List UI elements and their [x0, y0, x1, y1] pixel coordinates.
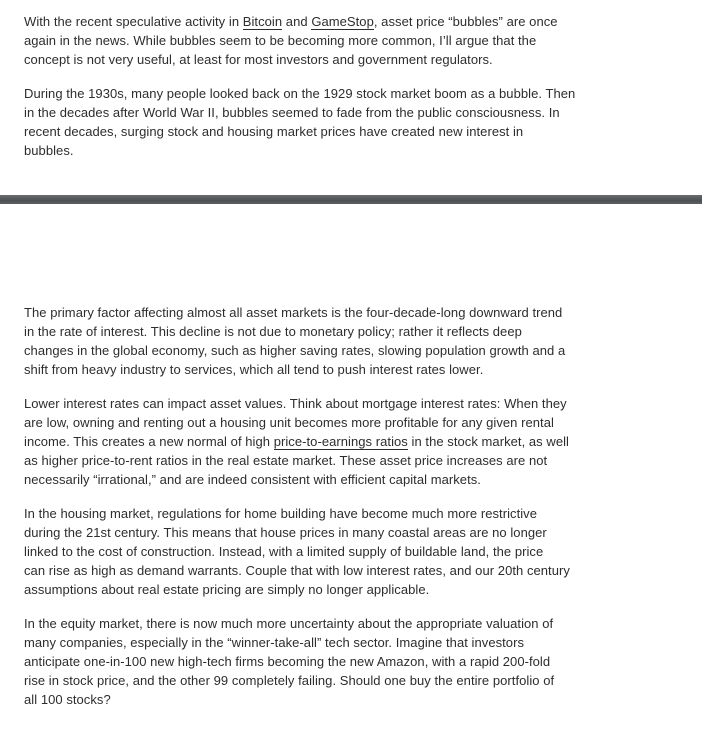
section-divider: [0, 195, 702, 204]
text: concept is not very useful, at least for most investors and government regulators.: [24, 52, 493, 67]
text: In the housing market, regulations for home building have become much more restrictive: [24, 506, 538, 521]
text: , asset price “bubbles” are once: [373, 14, 558, 29]
text: With the recent speculative activity in: [24, 14, 243, 29]
text: in the decades after World War II, bubbles seemed to fade from the public consciousness. In: [24, 105, 560, 120]
paragraph-interest-rates: [24, 303, 614, 379]
price-to-earnings-link[interactable]: price-to-earnings ratios: [273, 434, 408, 449]
bitcoin-link[interactable]: Bitcoin: [242, 14, 283, 29]
article-body: [24, 303, 614, 709]
text: and: [282, 14, 312, 29]
text: recent decades, surging stock and housing market prices have created new interest in: [24, 124, 524, 139]
text: In the equity market, there is now much more uncertainty about the appropriate valuation of: [24, 616, 554, 631]
text: many companies, especially in the “winner-take-all” tech sector. Imagine that investors: [24, 635, 525, 650]
paragraph-equity-market: [24, 614, 614, 709]
text: The primary factor affecting almost all asset markets is the four-decade-long downward trend: [24, 305, 563, 320]
text: linked to the cost of construction. Instead, with a limited supply of buildable land, the price: [24, 544, 544, 559]
gamestop-link[interactable]: GameStop: [311, 14, 374, 29]
text: During the 1930s, many people looked back on the 1929 stock market boom as a bubble. Then: [24, 86, 576, 101]
text: shift from heavy industry to services, which all tend to push interest rates lower.: [24, 362, 484, 377]
text: all 100 stocks?: [24, 692, 111, 707]
text: during the 21st century. This means that house prices in many coastal areas are no longer: [24, 525, 547, 540]
text: necessarily “irrational,” and are indeed consistent with efficient capital markets.: [24, 472, 481, 487]
text: bubbles.: [24, 143, 74, 158]
text: income. This creates a new normal of high: [24, 434, 274, 449]
text: are low, owning and renting out a housing unit becomes more profitable for any given rental: [24, 415, 554, 430]
paragraph-housing-market: [24, 504, 614, 599]
paragraph-intro-1: [24, 12, 584, 69]
text: can rise as high as demand warrants. Couple that with low interest rates, and our 20th century: [24, 563, 570, 578]
text: anticipate one-in-100 new high-tech firms becoming the new Amazon, with a rapid 200-fold: [24, 654, 551, 669]
text: changes in the global economy, such as higher saving rates, slowing population growth and a: [24, 343, 566, 358]
paragraph-intro-2: [24, 84, 584, 160]
text: assumptions about real estate pricing are simply no longer applicable.: [24, 582, 430, 597]
text: Lower interest rates can impact asset values. Think about mortgage interest rates: When they: [24, 396, 567, 411]
text: as higher price-to-rent ratios in the real estate market. These asset price increases are not: [24, 453, 548, 468]
article-intro: [24, 12, 584, 160]
text: in the stock market, as well: [407, 434, 569, 449]
text: again in the news. While bubbles seem to be becoming more common, I’ll argue that the: [24, 33, 537, 48]
text: rise in stock price, and the other 99 completely failing. Should one buy the entire portfolio of: [24, 673, 555, 688]
blank-media-area: [0, 204, 702, 300]
text: in the rate of interest. This decline is not due to monetary policy; rather it reflects deep: [24, 324, 522, 339]
paragraph-asset-values: [24, 394, 614, 489]
